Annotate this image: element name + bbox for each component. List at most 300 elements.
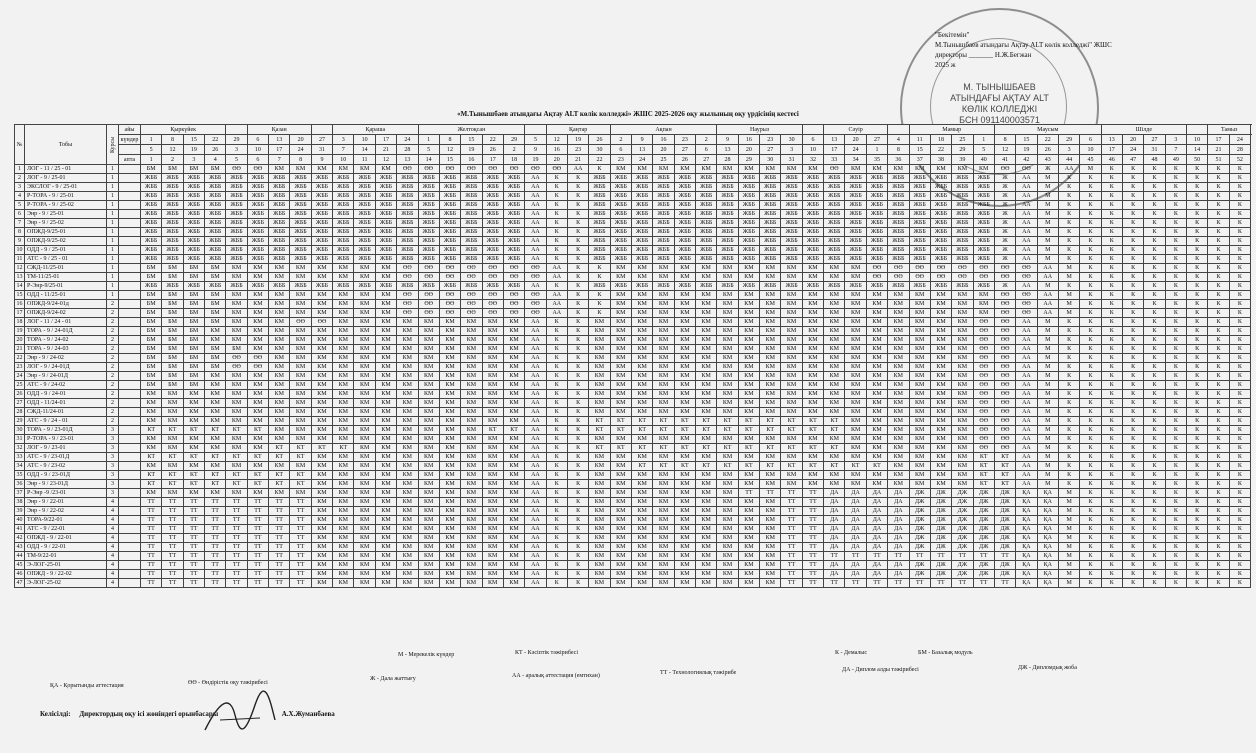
schedule-cell: ЖББ: [439, 228, 460, 237]
schedule-cell: ЖББ: [482, 174, 503, 183]
schedule-cell: К: [1187, 255, 1208, 264]
schedule-cell: К: [1122, 570, 1143, 579]
schedule-cell: К: [1229, 183, 1250, 192]
week-number: 7: [269, 155, 290, 165]
schedule-cell: КМ: [696, 300, 717, 309]
schedule-cell: КМ: [290, 435, 311, 444]
row-number: 30: [16, 427, 23, 433]
course-number: 1: [107, 174, 119, 183]
schedule-cell: БМ: [162, 327, 183, 336]
schedule-cell: К: [1122, 399, 1143, 408]
schedule-cell: КМ: [866, 390, 887, 399]
row-number: 19: [16, 328, 23, 334]
schedule-cell: ҚА: [1037, 570, 1058, 579]
schedule-cell: КМ: [717, 552, 738, 561]
schedule-cell: БМ: [162, 345, 183, 354]
schedule-cell: ЖББ: [930, 237, 951, 246]
schedule-cell: К: [1101, 570, 1122, 579]
schedule-cell: КТ: [162, 453, 183, 462]
schedule-cell: ТТ: [226, 543, 247, 552]
schedule-cell: КМ: [333, 309, 354, 318]
schedule-cell: КМ: [696, 309, 717, 318]
schedule-cell: К: [1080, 381, 1101, 390]
schedule-cell: КТ: [632, 426, 653, 435]
course-number: 3: [107, 453, 119, 462]
schedule-cell: КМ: [439, 534, 460, 543]
schedule-cell: КТ: [247, 453, 268, 462]
schedule-cell: К: [1122, 264, 1143, 273]
schedule-cell: К: [1080, 174, 1101, 183]
schedule-cell: К: [567, 372, 588, 381]
schedule-cell: КМ: [845, 408, 866, 417]
schedule-cell: ЖББ: [674, 219, 695, 228]
schedule-cell: К: [546, 480, 567, 489]
day-start: 30: [781, 135, 802, 145]
schedule-cell: К: [1229, 435, 1250, 444]
schedule-cell: КМ: [418, 381, 439, 390]
schedule-cell: ЖББ: [397, 192, 418, 201]
schedule-cell: К: [1208, 381, 1229, 390]
group-name: АТС - 9 / 23-01Д: [25, 453, 107, 462]
schedule-cell: КМ: [760, 273, 781, 282]
schedule-cell: ӨӨ: [973, 435, 994, 444]
schedule-cell: АА: [546, 309, 567, 318]
course-number: 1: [107, 219, 119, 228]
schedule-cell: ДА: [866, 570, 887, 579]
row-number: 1: [15, 165, 25, 174]
course-number: 1: [107, 273, 119, 282]
schedule-cell: КМ: [461, 336, 482, 345]
schedule-cell: КМ: [183, 390, 204, 399]
day-start: 8: [162, 135, 183, 145]
schedule-cell: АА: [525, 543, 546, 552]
schedule-cell: КМ: [632, 363, 653, 372]
schedule-cell: ЖББ: [952, 282, 973, 291]
schedule-cell: КМ: [418, 408, 439, 417]
schedule-cell: КТ: [247, 480, 268, 489]
day-end: 26: [1037, 145, 1058, 155]
schedule-cell: КМ: [503, 399, 524, 408]
schedule-cell: АА: [1016, 192, 1037, 201]
schedule-cell: К: [1187, 183, 1208, 192]
table-row: [15, 237, 1251, 246]
row-number: 34: [16, 463, 23, 469]
day-start: 19: [567, 135, 588, 145]
schedule-cell: ТТ: [247, 552, 268, 561]
schedule-cell: КМ: [482, 489, 503, 498]
schedule-cell: КМ: [397, 444, 418, 453]
schedule-cell: ЖББ: [696, 192, 717, 201]
schedule-cell: КМ: [696, 525, 717, 534]
schedule-cell: КМ: [952, 372, 973, 381]
schedule-cell: К: [1080, 498, 1101, 507]
row-label-cell: [119, 336, 141, 345]
schedule-cell: К: [567, 255, 588, 264]
schedule-cell: КМ: [696, 489, 717, 498]
schedule-cell: К: [1080, 318, 1101, 327]
schedule-cell: БМ: [162, 273, 183, 282]
schedule-cell: КМ: [610, 435, 631, 444]
schedule-cell: ЖББ: [632, 255, 653, 264]
schedule-cell: К: [1080, 354, 1101, 363]
day-start: 22: [1037, 135, 1058, 145]
month-header: Наурыз: [717, 125, 802, 135]
schedule-cell: ЖББ: [375, 282, 396, 291]
schedule-cell: КМ: [503, 417, 524, 426]
schedule-cell: ТТ: [247, 561, 268, 570]
schedule-cell: К: [1187, 417, 1208, 426]
schedule-cell: К: [1208, 309, 1229, 318]
schedule-cell: ЖББ: [674, 282, 695, 291]
schedule-cell: КМ: [760, 165, 781, 174]
schedule-cell: ДА: [866, 534, 887, 543]
schedule-cell: ЖББ: [247, 237, 268, 246]
schedule-cell: КМ: [418, 516, 439, 525]
schedule-cell: К: [567, 363, 588, 372]
legend-da: ДА - Диплом алды тәжірибесі: [842, 667, 919, 673]
schedule-cell: КТ: [738, 462, 759, 471]
schedule-cell: К: [1187, 300, 1208, 309]
schedule-cell: КМ: [610, 372, 631, 381]
schedule-cell: КМ: [503, 516, 524, 525]
schedule-cell: К: [1101, 507, 1122, 516]
schedule-cell: АА: [1016, 381, 1037, 390]
schedule-cell: ЖББ: [632, 192, 653, 201]
schedule-cell: К: [1058, 408, 1079, 417]
schedule-cell: АА: [1016, 480, 1037, 489]
schedule-cell: ТТ: [269, 543, 290, 552]
schedule-cell: КТ: [205, 453, 226, 462]
group-name: ТОРА-9/22-01: [25, 516, 107, 525]
group-name: Энр - 9 / 23-01Д: [25, 480, 107, 489]
schedule-cell: КМ: [375, 381, 396, 390]
schedule-cell: К: [1122, 552, 1143, 561]
schedule-cell: КМ: [610, 336, 631, 345]
schedule-cell: БМ: [162, 291, 183, 300]
schedule-cell: К: [1208, 372, 1229, 381]
schedule-cell: ЖББ: [226, 255, 247, 264]
schedule-cell: КМ: [866, 372, 887, 381]
schedule-cell: КМ: [589, 552, 610, 561]
schedule-cell: КМ: [418, 390, 439, 399]
schedule-cell: К: [1187, 426, 1208, 435]
schedule-cell: КМ: [653, 336, 674, 345]
schedule-cell: ӨӨ: [930, 264, 951, 273]
schedule-cell: ЖББ: [909, 246, 930, 255]
schedule-cell: КМ: [397, 408, 418, 417]
schedule-cell: К: [1165, 480, 1186, 489]
schedule-cell: К: [1122, 255, 1143, 264]
schedule-cell: КМ: [503, 336, 524, 345]
schedule-cell: КМ: [824, 390, 845, 399]
schedule-cell: ӨӨ: [525, 165, 546, 174]
schedule-cell: КМ: [738, 516, 759, 525]
day-start: 1: [141, 135, 162, 145]
schedule-cell: ӨӨ: [973, 345, 994, 354]
schedule-cell: ДА: [845, 543, 866, 552]
schedule-cell: КМ: [397, 318, 418, 327]
schedule-cell: КТ: [162, 426, 183, 435]
schedule-cell: КТ: [503, 426, 524, 435]
table-row: [15, 219, 1251, 228]
table-row: [15, 309, 1251, 318]
schedule-cell: К: [1229, 525, 1250, 534]
schedule-cell: ҚА: [1016, 579, 1037, 588]
schedule-cell: ӨӨ: [994, 327, 1015, 336]
week-number: 43: [1037, 155, 1058, 165]
schedule-cell: М: [1058, 291, 1079, 300]
schedule-cell: ӨӨ: [994, 363, 1015, 372]
month-header: [311, 125, 332, 135]
day-start: 2: [696, 135, 717, 145]
schedule-cell: К: [1208, 570, 1229, 579]
schedule-cell: ДЖ: [930, 489, 951, 498]
schedule-cell: АА: [1016, 327, 1037, 336]
schedule-cell: КМ: [824, 336, 845, 345]
schedule-cell: К: [1208, 552, 1229, 561]
schedule-cell: КМ: [674, 579, 695, 588]
schedule-cell: К: [567, 408, 588, 417]
course-number: 3: [107, 471, 119, 480]
schedule-cell: ЖББ: [888, 174, 909, 183]
row-number: 11: [15, 255, 25, 264]
schedule-cell: ЖББ: [375, 237, 396, 246]
schedule-cell: КМ: [247, 462, 268, 471]
schedule-cell: КМ: [610, 579, 631, 588]
schedule-cell: КМ: [354, 336, 375, 345]
schedule-cell: КМ: [269, 417, 290, 426]
schedule-cell: КМ: [226, 318, 247, 327]
schedule-cell: К: [1165, 525, 1186, 534]
schedule-cell: ЖББ: [781, 282, 802, 291]
schedule-cell: КМ: [375, 552, 396, 561]
schedule-cell: КМ: [375, 408, 396, 417]
schedule-cell: КМ: [461, 381, 482, 390]
schedule-cell: КМ: [930, 408, 951, 417]
day-end: 28: [397, 145, 418, 155]
schedule-cell: КМ: [503, 444, 524, 453]
schedule-cell: К: [1101, 561, 1122, 570]
schedule-cell: ЖББ: [183, 183, 204, 192]
row-label-cell: [119, 390, 141, 399]
schedule-cell: КМ: [738, 534, 759, 543]
row-label-cell: [119, 318, 141, 327]
schedule-cell: М: [1037, 201, 1058, 210]
schedule-cell: К: [567, 390, 588, 399]
schedule-cell: АА: [1016, 237, 1037, 246]
schedule-cell: ТТ: [290, 525, 311, 534]
schedule-cell: К: [1058, 192, 1079, 201]
schedule-cell: КМ: [632, 372, 653, 381]
schedule-cell: АА: [1016, 282, 1037, 291]
schedule-cell: АА: [525, 237, 546, 246]
schedule-cell: КМ: [824, 372, 845, 381]
schedule-cell: ЖББ: [866, 255, 887, 264]
schedule-cell: КМ: [439, 579, 460, 588]
schedule-cell: ӨӨ: [909, 273, 930, 282]
schedule-cell: АА: [525, 354, 546, 363]
schedule-cell: КМ: [354, 453, 375, 462]
schedule-cell: К: [1058, 345, 1079, 354]
schedule-cell: Ж: [994, 237, 1015, 246]
schedule-cell: КМ: [632, 471, 653, 480]
schedule-cell: К: [1101, 192, 1122, 201]
schedule-cell: КМ: [482, 471, 503, 480]
schedule-cell: КМ: [760, 399, 781, 408]
schedule-cell: М: [1058, 300, 1079, 309]
schedule-cell: КМ: [503, 327, 524, 336]
week-number: 52: [1229, 155, 1250, 165]
schedule-cell: М: [1037, 228, 1058, 237]
schedule-cell: КМ: [503, 435, 524, 444]
group-name: СЖД-11/24-01: [25, 408, 107, 417]
schedule-cell: ӨӨ: [482, 300, 503, 309]
schedule-cell: К: [1144, 480, 1165, 489]
schedule-cell: К: [1229, 345, 1250, 354]
schedule-cell: К: [567, 462, 588, 471]
schedule-cell: КМ: [696, 552, 717, 561]
schedule-cell: ДА: [888, 498, 909, 507]
day-end: 5: [973, 145, 994, 155]
schedule-cell: КМ: [503, 345, 524, 354]
schedule-cell: ЖББ: [461, 201, 482, 210]
schedule-cell: К: [1101, 309, 1122, 318]
schedule-cell: КМ: [610, 507, 631, 516]
schedule-cell: ЖББ: [930, 228, 951, 237]
schedule-cell: КМ: [375, 543, 396, 552]
schedule-cell: К: [1229, 471, 1250, 480]
schedule-cell: ДЖ: [952, 570, 973, 579]
schedule-cell: К: [1187, 399, 1208, 408]
schedule-cell: К: [567, 354, 588, 363]
schedule-cell: ЖББ: [909, 282, 930, 291]
schedule-cell: ЖББ: [397, 183, 418, 192]
approval-line-1: "Бекітемін": [935, 31, 970, 39]
schedule-cell: КМ: [269, 408, 290, 417]
schedule-cell: К: [1058, 444, 1079, 453]
schedule-cell: КМ: [375, 507, 396, 516]
schedule-cell: КМ: [717, 327, 738, 336]
schedule-cell: К: [1144, 318, 1165, 327]
schedule-cell: ТТ: [183, 516, 204, 525]
schedule-cell: КМ: [354, 327, 375, 336]
schedule-cell: КМ: [952, 327, 973, 336]
schedule-cell: ЖББ: [888, 228, 909, 237]
schedule-cell: КМ: [930, 480, 951, 489]
schedule-cell: ЖББ: [866, 237, 887, 246]
schedule-cell: К: [567, 498, 588, 507]
schedule-cell: ТТ: [162, 525, 183, 534]
schedule-cell: ТТ: [290, 534, 311, 543]
schedule-cell: КМ: [503, 525, 524, 534]
schedule-cell: ЖББ: [760, 210, 781, 219]
schedule-cell: КМ: [824, 291, 845, 300]
schedule-cell: АА: [525, 480, 546, 489]
schedule-cell: КМ: [311, 300, 332, 309]
schedule-cell: К: [1144, 228, 1165, 237]
schedule-cell: КМ: [311, 165, 332, 174]
schedule-cell: ДЖ: [930, 543, 951, 552]
schedule-cell: К: [1165, 426, 1186, 435]
schedule-cell: КМ: [824, 408, 845, 417]
row-label-cell: [119, 471, 141, 480]
schedule-cell: КМ: [866, 444, 887, 453]
schedule-cell: К: [1187, 579, 1208, 588]
day-start: 20: [290, 135, 311, 145]
schedule-cell: М: [1037, 471, 1058, 480]
schedule-cell: КМ: [589, 408, 610, 417]
schedule-cell: К: [1080, 534, 1101, 543]
schedule-cell: ЖББ: [802, 183, 823, 192]
schedule-cell: БМ: [162, 354, 183, 363]
schedule-cell: К: [1144, 273, 1165, 282]
schedule-cell: К: [1165, 399, 1186, 408]
schedule-cell: ДЖ: [952, 534, 973, 543]
day-end: 26: [205, 145, 226, 155]
schedule-cell: КМ: [461, 435, 482, 444]
schedule-cell: КМ: [311, 309, 332, 318]
day-start: 2: [610, 135, 631, 145]
schedule-cell: КМ: [632, 552, 653, 561]
schedule-cell: ҚА: [1016, 552, 1037, 561]
schedule-cell: КМ: [439, 417, 460, 426]
schedule-cell: КМ: [738, 354, 759, 363]
schedule-cell: ТТ: [162, 534, 183, 543]
schedule-cell: Ж: [994, 282, 1015, 291]
schedule-cell: КТ: [290, 480, 311, 489]
schedule-cell: К: [1165, 507, 1186, 516]
schedule-cell: ЖББ: [674, 228, 695, 237]
schedule-cell: ҚА: [1016, 516, 1037, 525]
schedule-cell: К: [1122, 336, 1143, 345]
schedule-cell: ЖББ: [760, 219, 781, 228]
course-number: 4: [107, 561, 119, 570]
schedule-cell: К: [546, 381, 567, 390]
schedule-cell: КМ: [375, 399, 396, 408]
header-row-label: айы: [119, 125, 141, 135]
schedule-cell: БМ: [141, 381, 162, 390]
schedule-cell: ӨӨ: [973, 273, 994, 282]
schedule-cell: М: [1037, 444, 1058, 453]
schedule-cell: ҚА: [1016, 543, 1037, 552]
schedule-cell: БМ: [205, 273, 226, 282]
schedule-cell: ЖББ: [141, 183, 162, 192]
schedule-cell: КМ: [866, 345, 887, 354]
schedule-cell: ТТ: [205, 570, 226, 579]
schedule-cell: КМ: [610, 309, 631, 318]
schedule-cell: КМ: [461, 390, 482, 399]
day-start: 24: [1229, 135, 1250, 145]
schedule-cell: КМ: [333, 570, 354, 579]
schedule-cell: КМ: [311, 336, 332, 345]
approval-line-3: директоры _______ Н.Ж.Бегжан: [935, 51, 1032, 59]
schedule-cell: К: [1080, 183, 1101, 192]
schedule-cell: ЖББ: [866, 219, 887, 228]
schedule-cell: К: [546, 435, 567, 444]
day-end: 21: [375, 145, 396, 155]
schedule-cell: КМ: [610, 570, 631, 579]
day-start: 16: [738, 135, 759, 145]
schedule-cell: К: [1208, 345, 1229, 354]
schedule-cell: ЖББ: [226, 192, 247, 201]
schedule-cell: АА: [546, 300, 567, 309]
group-name: ОПЖД-9/24-01д: [25, 300, 107, 309]
schedule-cell: КМ: [717, 534, 738, 543]
schedule-cell: ЖББ: [866, 210, 887, 219]
schedule-cell: ЖББ: [205, 237, 226, 246]
schedule-cell: КМ: [333, 435, 354, 444]
schedule-cell: КМ: [397, 399, 418, 408]
